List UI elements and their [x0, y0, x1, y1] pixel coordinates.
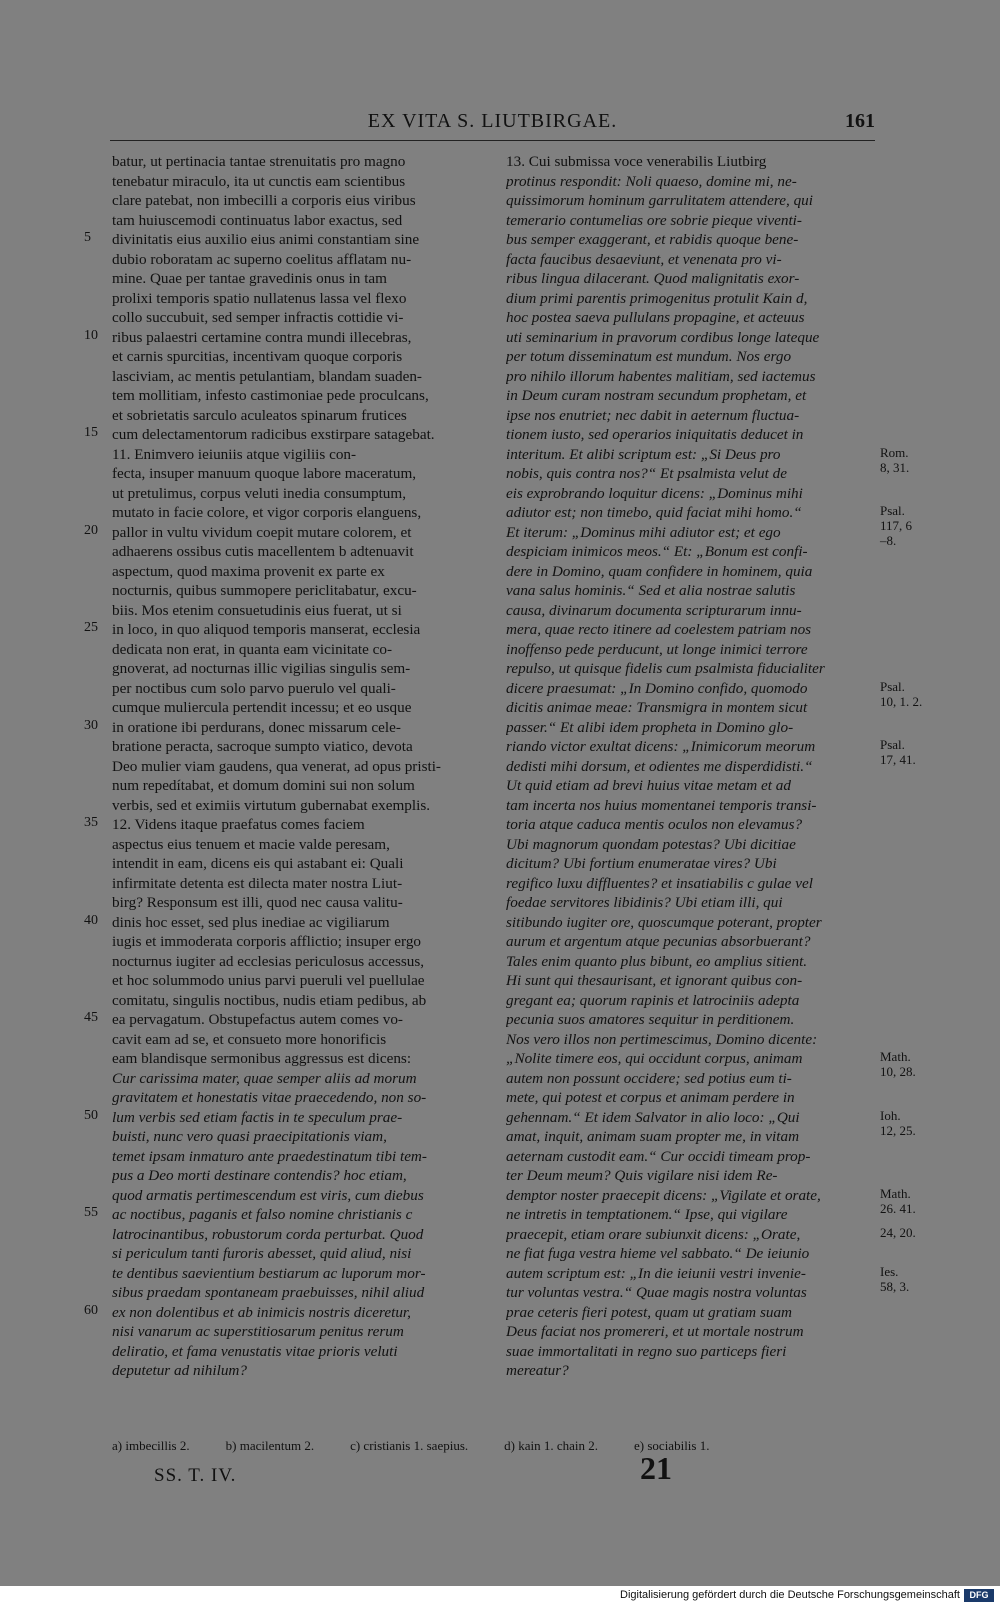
text-line: et hoc solummodo unius parvi pueruli vel puellulae	[112, 972, 425, 989]
text-line: cumque muliercula pertendit incessu; et eo usque	[112, 699, 412, 716]
text-line: deliratio, et fama venustatis vitae prioris veluti	[112, 1342, 398, 1360]
text-line: gregant ea; quorum rapinis et latrociniis adepta	[506, 991, 800, 1009]
text-line: mutato in facie colore, et vigor corporis elanguens,	[112, 504, 422, 521]
footnote: a) imbecillis 2.	[112, 1438, 190, 1453]
text-line: autem non possunt occidere; sed potius eum ti-	[506, 1069, 792, 1087]
text-line: comitatu, singulis noctibus, nudis etiam pedibus, ab	[112, 991, 427, 1009]
text-line: Deo mulier viam gaudens, qua venerat, ad opus pristi-	[112, 757, 441, 775]
text-line: et carnis spurcitias, incentivam quoque corporis	[112, 348, 403, 365]
text-line: aspectum, quod maxima provenit ex parte ex	[112, 562, 385, 580]
text-line: per noctibus cum solo parvo puerulo vel quali-	[112, 679, 396, 697]
footnote: d) kain 1. chain 2.	[504, 1438, 599, 1453]
text-line: pecunia suos amatores sequitur in perditionem.	[506, 1011, 795, 1028]
dfg-logo: DFG	[964, 1589, 994, 1602]
text-line: verbis, sed et eximiis virtutum gubernabat exemplis.	[112, 796, 431, 814]
text-line: tam incerta nos huius momentanei temporis transi-	[506, 796, 817, 814]
text-line: infirmitate detenta est dilecta mater nostra Liut-	[112, 874, 403, 892]
text-line: bus semper exaggerant, et rabidis quoque bene-	[506, 231, 799, 248]
text-line: quod armatis pertimescendum est viris, cum diebus	[112, 1186, 424, 1204]
credit-text: Digitalisierung gefördert durch die Deutsche Forschungsgemeinschaft	[620, 1589, 960, 1601]
left-column	[112, 152, 488, 1381]
text-line: dere in Domino, quam confidere in hominem, quia	[506, 562, 813, 580]
text-line: tam huiuscemodi continuatus labor exactus, sed	[112, 211, 403, 229]
text-line: 12. Videns itaque praefatus comes faciem	[112, 816, 365, 833]
text-line: causa, divinarum documenta scripturarum innu-	[506, 601, 802, 619]
margin-reference: Ioh. 12, 25.	[880, 1107, 916, 1138]
text-line: dium primi parentis primogenitus protulit Kain d,	[506, 289, 808, 307]
text-line: sitibundo iugiter ore, quoscumque poterant, propter	[506, 913, 822, 931]
text-line: nocturnis, quibus summopere periclitabatur, excu-	[112, 582, 417, 599]
text-line: dinis hoc esset, sed plus inediae ac vigiliarum	[112, 913, 390, 931]
text-line: intendit in eam, dicens eis qui astabant ei: Quali	[112, 855, 404, 872]
running-title: EX VITA S. LIUTBIRGAE.	[367, 110, 618, 132]
text-line: temet ipsam inmaturo ante praedestinatum tibi tem-	[112, 1147, 427, 1165]
text-line: tenebatur miraculo, ita ut cunctis eam scientibus	[112, 172, 406, 190]
text-line: birg? Responsum est illi, quod nec causa valitu-	[112, 894, 403, 911]
text-line: gehennam.“ Et idem Salvator in alio loco: „Qui	[506, 1108, 800, 1126]
footnote: c) cristianis 1. saepius.	[350, 1438, 469, 1453]
text-line: dicitum? Ubi fortium enumeratae vires? Ubi	[506, 855, 777, 872]
text-line: cum delectamentorum radicibus exstirpare satagebat.	[112, 426, 435, 443]
line-number: 25	[84, 620, 98, 635]
text-line: mera, quae recto itinere ad coelestem patriam nos	[506, 621, 812, 638]
text-line: ribus palaestri certamine contra mundi illecebras,	[112, 328, 412, 346]
text-line: dedisti mihi dorsum, et odientes me disperdidisti.“	[506, 757, 813, 775]
text-line: nisi vanarum ac superstitiosarum penitus rerum	[112, 1323, 404, 1340]
text-line: mereatur?	[506, 1362, 569, 1379]
footnotes	[112, 1438, 872, 1454]
text-line: dicere praesumat: „In Domino confido, quomodo	[506, 679, 808, 697]
line-number: 30	[84, 717, 98, 733]
text-line: ea pervagatum. Obstupefactus autem comes vo-	[112, 1011, 403, 1028]
text-line: lasciviam, ac mentis petulantiam, blandam suaden-	[112, 367, 422, 385]
text-line: ex non dolentibus et ab inimicis nostris diceretur,	[112, 1303, 411, 1321]
text-line: nobis, quis contra nos?“ Et psalmista velut de	[506, 465, 787, 482]
line-number: 55	[84, 1205, 98, 1220]
text-line: mine. Quae per tantae gravedinis onus in tam	[112, 270, 387, 287]
text-line: amat, inquit, animam suam propter me, in vitam	[506, 1128, 800, 1145]
text-line: foedae servitores libidinis? Ubi etiam illi, qui	[506, 894, 783, 911]
right-column	[506, 152, 876, 1381]
sheet-number: 21	[640, 1450, 672, 1486]
line-number: 5	[84, 230, 91, 245]
text-line: adhaerens ossibus cutis macellentem b adtenuavit	[112, 543, 414, 560]
text-line: gnoverat, ad nocturnas illic vigilias singulis sem-	[112, 660, 411, 677]
text-line: riando victor exultat dicens: „Inimicorum meorum	[506, 738, 816, 755]
text-line: ne intretis in temptationem.“ Ipse, qui vigilare	[506, 1206, 788, 1223]
text-line: latrocinantibus, robustorum corda perturbat. Quod	[112, 1225, 424, 1243]
text-line: aurum et argentum atque pecunias absorbuerant?	[506, 933, 811, 950]
line-number: 20	[84, 522, 98, 538]
margin-reference: Math. 10, 28.	[880, 1049, 916, 1079]
text-line: Et iterum: „Dominus mihi adiutor est; et ego	[506, 523, 781, 541]
text-line: in loco, in quo aliquod temporis manserat, ecclesia	[112, 621, 421, 638]
text-line: ac noctibus, paganis et falso nomine christianis c	[112, 1206, 413, 1223]
text-line: interitum. Et alibi scriptum est: „Si Deus pro	[506, 445, 781, 463]
text-line: gravitatem et honestatis vitae praecedendo, non so-	[112, 1089, 427, 1106]
text-line: prolixi temporis spatio nullatenus lassa vel flexo	[112, 289, 407, 307]
text-line: Ubi magnorum quondam potestas? Ubi dicitiae	[506, 835, 796, 853]
text-line: tionem iusto, sed operarios iniquitatis deducet in	[506, 426, 804, 443]
text-line: et sobrietatis sarculo aculeatos spinarum frutices	[112, 406, 407, 424]
text-line: Nos vero illos non pertimescimus, Domino dicente:	[506, 1030, 818, 1048]
text-line: dedicata non erat, in quanta eam vicinitate co-	[112, 640, 392, 658]
text-line: eam blandisque sermonibus aggressus est dicens:	[112, 1050, 412, 1067]
text-line: quissimorum hominum garrulitatem attendere, qui	[506, 192, 813, 209]
text-line: aspectus eius tenuem et macie valde peresam,	[112, 835, 390, 853]
page-number: 161	[845, 110, 875, 132]
text-line: ter Deum meum? Quis vigilare nisi idem Re-	[506, 1167, 778, 1184]
text-line: pus a Deo morti destinare contendis? hoc etiam,	[112, 1167, 407, 1184]
text-line: in oratione ibi perdurans, donec missarum cele-	[112, 718, 401, 736]
line-number: 45	[84, 1010, 98, 1025]
text-line: despiciam inimicos meos.“ Et: „Bonum est confi-	[506, 543, 808, 560]
text-line: nocturnus iugiter ad ecclesias periculosus accessus,	[112, 952, 425, 970]
text-line: ut pretulimus, corpus veluti inedia consumptum,	[112, 484, 407, 502]
text-line: Cur carissima mater, quae semper aliis ad morum	[112, 1069, 417, 1087]
text-line: autem scriptum est: „In die ieiunii vestri invenie-	[506, 1264, 806, 1282]
text-line: protinus respondit: Noli quaeso, domine mi, ne-	[506, 172, 797, 190]
text-line: iugis et immoderata corporis afflictio; insuper ergo	[112, 933, 422, 950]
text-line: adiutor est; non timebo, quid faciat mihi homo.“	[506, 504, 802, 521]
text-line: deputetur ad nihilum?	[112, 1362, 247, 1379]
text-line: „Nolite timere eos, qui occidunt corpus, animam	[506, 1050, 803, 1067]
text-line: uti seminarium in pravorum cordibus longe lateque	[506, 328, 820, 346]
text-line: tur voluntas vestra.“ Quae magis nostra voluntas	[506, 1284, 807, 1301]
text-line: collo succubuit, sed semper infractis cottidie vi-	[112, 309, 404, 326]
text-line: eis exprobrando loquitur dicens: „Dominus mihi	[506, 484, 803, 502]
text-line: inoffenso pede perducunt, ut longe inimici terrore	[506, 640, 808, 658]
line-number: 10	[84, 327, 98, 343]
text-line: clare patebat, non imbecilli a corporis eius viribus	[112, 192, 416, 209]
text-line: facta faucibus desaeviunt, et venenata pro vi-	[506, 250, 782, 268]
text-line: hoc postea saeva pullulans propagine, et acteuus	[506, 309, 805, 326]
margin-reference: Psal. 10, 1. 2.	[880, 678, 923, 709]
text-line: tem mollitiam, infesto castimoniae pede proculcans,	[112, 387, 429, 404]
line-number: 40	[84, 912, 98, 928]
text-line: Hi sunt qui thesaurisant, et ignorant quibus con-	[506, 972, 803, 989]
margin-reference: 24, 20.	[880, 1224, 916, 1240]
text-line: divinitatis eius auxilio eius animi constantiam sine	[112, 231, 420, 248]
text-line: in Deum curam nostram secundum prophetam, et	[506, 387, 807, 404]
text-line: repulso, ut quisque fidelis cum psalmista fiducialiter	[506, 660, 825, 677]
header-rule	[110, 140, 875, 141]
footer-signature: SS. T. IV.	[154, 1465, 237, 1486]
margin-reference: Ies. 58, 3.	[880, 1263, 910, 1294]
text-line: mete, qui potest et corpus et animam perdere in	[506, 1089, 795, 1106]
text-line: te dentibus saevientium bestiarum ac luporum mor-	[112, 1264, 426, 1282]
margin-reference: Psal. 17, 41.	[880, 737, 916, 767]
footnote: b) macilentum 2.	[225, 1438, 315, 1453]
text-line: bratione peracta, sacroque sumpto viatico, devota	[112, 738, 413, 755]
margin-reference: Rom. 8, 31.	[880, 444, 910, 475]
text-line: aeternam custodit eam.“ Cur occidi timeam prop-	[506, 1147, 811, 1165]
text-line: vana salus hominis.“ Sed et alia nostrae salutis	[506, 582, 796, 599]
text-line: per totum disseminatum est mundum. Nos ergo	[506, 348, 792, 365]
margin-reference: Math. 26. 41.	[880, 1185, 916, 1216]
text-line: toria atque caduca mentis oculos non elevamus?	[506, 816, 803, 833]
text-line: prae ceteris fieri potest, quam ut gratiam suam	[506, 1303, 793, 1321]
text-line: 11. Enimvero ieiuniis atque vigiliis con-	[112, 445, 357, 463]
line-number: 50	[84, 1107, 98, 1123]
text-line: pro nihilo illorum habentes malitiam, sed iactemus	[506, 367, 816, 385]
text-line: fecta, insuper manuum quoque labore maceratum,	[112, 465, 417, 482]
text-line: buisti, nunc vero quasi praecipitationis viam,	[112, 1128, 387, 1145]
text-line: batur, ut pertinacia tantae strenuitatis pro magno	[112, 153, 406, 170]
text-line: temerario contumelias ore sobrie pieque viventi-	[506, 211, 802, 229]
text-line: dubio roboratam ac superno coelitus afflatam nu-	[112, 250, 412, 268]
text-line: sibus praedam spontaneam praebuisses, nihil aliud	[112, 1284, 425, 1301]
text-line: praecepit, etiam orare subiunxit dicens: „Orate,	[506, 1225, 801, 1243]
credit-bar	[0, 1586, 1000, 1606]
line-number: 60	[84, 1302, 98, 1318]
text-line: ribus lingua dilacerant. Quod malignitatis exor-	[506, 270, 800, 287]
text-line: ipse nos enutriet; nec dabit in aeternum fluctua-	[506, 406, 800, 424]
text-line: Tales enim quanto plus bibunt, eo amplius sitient.	[506, 952, 808, 970]
margin-reference: Psal. 117, 6 –8.	[880, 503, 913, 548]
page-header	[110, 110, 875, 138]
text-line: cavit eam ad se, et consueto more honorificis	[112, 1030, 387, 1048]
text-line: Ut quid etiam ad brevi huius vitae metam et ad	[506, 777, 791, 794]
text-line: 13. Cui submissa voce venerabilis Liutbirg	[506, 153, 767, 170]
text-line: si periculum tanti furoris abesset, quid aliud, nisi	[112, 1245, 412, 1262]
text-line: Deus faciat nos promereri, et ut mortale nostrum	[506, 1323, 804, 1340]
text-line: dicitis animae meae: Transmigra in montem sicut	[506, 699, 808, 716]
text-line: regifico luxu diffluentes? et insatiabilis c gulae vel	[506, 874, 813, 892]
text-line: ne fiat fuga vestra hieme vel sabbato.“ De ieiunio	[506, 1245, 810, 1262]
text-line: passer.“ Et alibi idem propheta in Domino glo-	[506, 718, 794, 736]
line-number: 15	[84, 425, 98, 440]
text-line: lum verbis sed etiam factis in te speculum prae-	[112, 1108, 403, 1126]
text-line: pallor in vultu vividum coepit mutare colorem, et	[112, 523, 412, 541]
footnote: e) sociabilis 1.	[634, 1438, 710, 1453]
text-line: suae immortalitati in regno suo particeps fieri	[506, 1342, 787, 1360]
text-line: num repedítabat, et domum domini sui non solum	[112, 777, 415, 794]
line-number: 35	[84, 815, 98, 830]
text-line: demptor noster praecepit dicens: „Vigilate et orate,	[506, 1186, 821, 1204]
text-line: biis. Mos etenim consuetudinis eius fuerat, ut si	[112, 601, 402, 619]
